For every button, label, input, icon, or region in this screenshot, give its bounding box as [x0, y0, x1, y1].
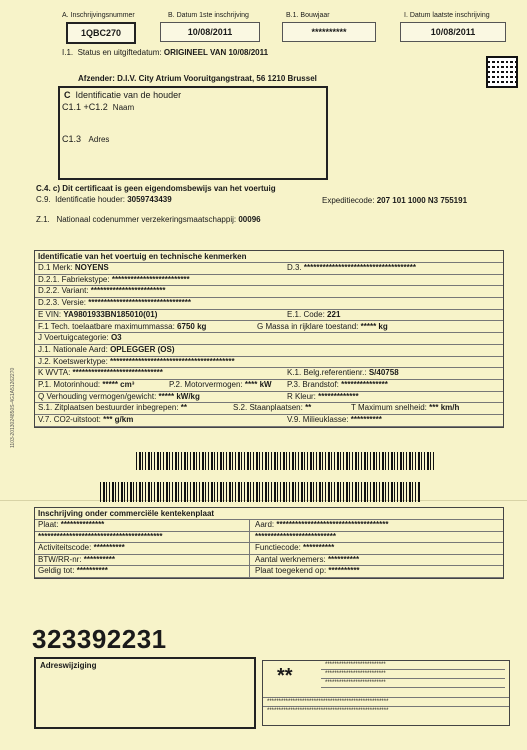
- commercial-field-right: Plaat toegekend op: **********: [255, 566, 360, 576]
- vehicle-field-left: V.7. CO2-uitstoot: *** g/km: [38, 415, 134, 425]
- commercial-field-left: BTW/RR-nr: **********: [38, 554, 115, 564]
- vehicle-field-left: Q Verhouding vermogen/gewicht: ***** kW/kg: [38, 391, 200, 401]
- header-i-label: I. Datum laatste inschrijving: [404, 12, 490, 19]
- commercial-field-right: **************************: [255, 531, 336, 541]
- barcode-2: [100, 482, 420, 502]
- vehicle-field-left: J.1. Nationale Aard: OPLEGGER (OS): [38, 344, 175, 354]
- commercial-field-left: Plaat: **************: [38, 520, 105, 529]
- column-divider: [249, 542, 250, 554]
- vehicle-field-left: D.2.3. Versie: *********************************: [38, 298, 192, 308]
- address-change-label: Adreswijziging: [40, 661, 97, 670]
- header-b-label: B. Datum 1ste inschrijving: [168, 12, 249, 19]
- vehicle-field-left: J Voertuigcategorie: O3: [38, 333, 122, 343]
- commercial-field-left: ****************************************: [38, 531, 163, 541]
- column-divider: [249, 531, 250, 543]
- insurance-code: Z.1. Nationaal codenummer verzekeringsmaatschappij: 00096: [36, 215, 261, 224]
- engine-power: P.2. Motorvermogen: **** kW: [169, 380, 272, 389]
- holder-identification: C.9. Identificatie houder: 3059743439: [36, 195, 172, 204]
- commercial-field-left: Activiteitscode: **********: [38, 543, 125, 553]
- commercial-field-right: Functiecode: **********: [255, 543, 335, 553]
- vehicle-field-left: E VIN: YA9801933BN185010(01): [38, 309, 158, 319]
- expedition-code: Expeditiecode: 207 101 1000 N3 755191: [322, 196, 468, 205]
- column-divider: [249, 565, 250, 577]
- vehicle-field-right: D.3. ************************************: [287, 263, 416, 272]
- vehicle-field-left: S.1. Zitplaatsen bestuurder inbegrepen: **: [38, 403, 188, 413]
- stars-mark: **: [277, 665, 293, 687]
- commercial-field-right: Aantal werknemers: **********: [255, 554, 360, 564]
- vehicle-field-right: V.9. Milieuklasse: **********: [287, 415, 382, 425]
- fuel-type: P.3. Brandstof: ***************: [287, 380, 388, 389]
- vehicle-field-right: R Kleur: *************: [287, 391, 359, 401]
- commercial-row: [35, 565, 503, 578]
- vehicle-field-right: G Massa in rijklare toestand: ***** kg: [257, 321, 388, 331]
- build-year: **********: [282, 22, 376, 42]
- vehicle-table: [34, 250, 504, 428]
- holder-address-row: C1.3 Adres: [62, 134, 110, 144]
- column-divider: [249, 554, 250, 566]
- holder-name-row: C1.1 +C1.2 Naam: [62, 102, 135, 112]
- star-line-3: **************************: [321, 679, 505, 688]
- vehicle-field-left: P.1. Motorinhoud: ***** cm³: [38, 380, 135, 389]
- commercial-field-right: Aard: ************************************: [255, 520, 389, 529]
- holder-title: C Identificatie van de houder: [64, 90, 182, 100]
- certificate-notice: C.4. c) Dit certificaat is geen eigendomsbewijs van het voertuig: [36, 184, 276, 193]
- vehicle-row: [35, 414, 503, 427]
- document-number: 323392231: [32, 624, 167, 654]
- bottom-right-box: [262, 660, 510, 726]
- last-registration-date: 10/08/2011: [400, 22, 506, 42]
- vehicle-field-left: F.1 Tech. toelaatbare maximummassa: 6750 kg: [38, 321, 207, 331]
- vehicle-field-left: J.2. Koetswerktype: ****************************************: [38, 356, 235, 366]
- star-lines: [321, 661, 505, 688]
- qr-code: [486, 56, 518, 88]
- header-b1-label: B.1. Bouwjaar: [286, 12, 330, 19]
- address-change-box: [34, 657, 256, 729]
- standing-places: S.2. Staanplaatsen: **: [233, 403, 312, 413]
- sender-address: Afzender: D.I.V. City Atrium Vooruitgangstraat, 56 1210 Brussel: [78, 74, 317, 83]
- holder-box: [58, 86, 328, 180]
- vehicle-field-left: D.1 Merk: NOYENS: [38, 263, 109, 272]
- full-line-1: ****************************************************: [263, 697, 509, 706]
- commercial-table: [34, 507, 504, 579]
- full-lines: [263, 697, 509, 715]
- column-divider: [249, 519, 250, 531]
- status-line: I.1. Status en uitgiftedatum: ORIGINEEL VAN 10/08/2011: [62, 48, 269, 57]
- vehicle-field-right: E.1. Code: 221: [287, 309, 341, 319]
- vehicle-field-left: D.2.1. Fabriekstype: *************************: [38, 274, 190, 284]
- commercial-field-left: Geldig tot: **********: [38, 566, 108, 576]
- vehicle-field-left: D.2.2. Variant: ************************: [38, 286, 166, 296]
- vehicle-title: Identificatie van het voertuig en technische kenmerken: [35, 251, 503, 263]
- commercial-title: Inschrijving onder commerciële kentekenplaat: [35, 508, 503, 520]
- barcode-1: [136, 452, 434, 470]
- registration-number: 1QBC270: [66, 22, 136, 44]
- max-speed: T Maximum snelheid: *** km/h: [351, 403, 460, 413]
- full-line-2: ****************************************************: [263, 706, 509, 715]
- first-registration-date: 10/08/2011: [160, 22, 260, 42]
- side-code: 1103-2013024850S-4G1A51262270: [10, 367, 16, 448]
- vehicle-field-left: K WVTA: *****************************: [38, 368, 163, 378]
- star-line-1: **************************: [321, 661, 505, 670]
- header-a-label: A. Inschrijvingsnummer: [62, 12, 135, 19]
- vehicle-field-right: K.1. Belg.referentienr.: S/40758: [287, 368, 399, 378]
- star-line-2: **************************: [321, 670, 505, 679]
